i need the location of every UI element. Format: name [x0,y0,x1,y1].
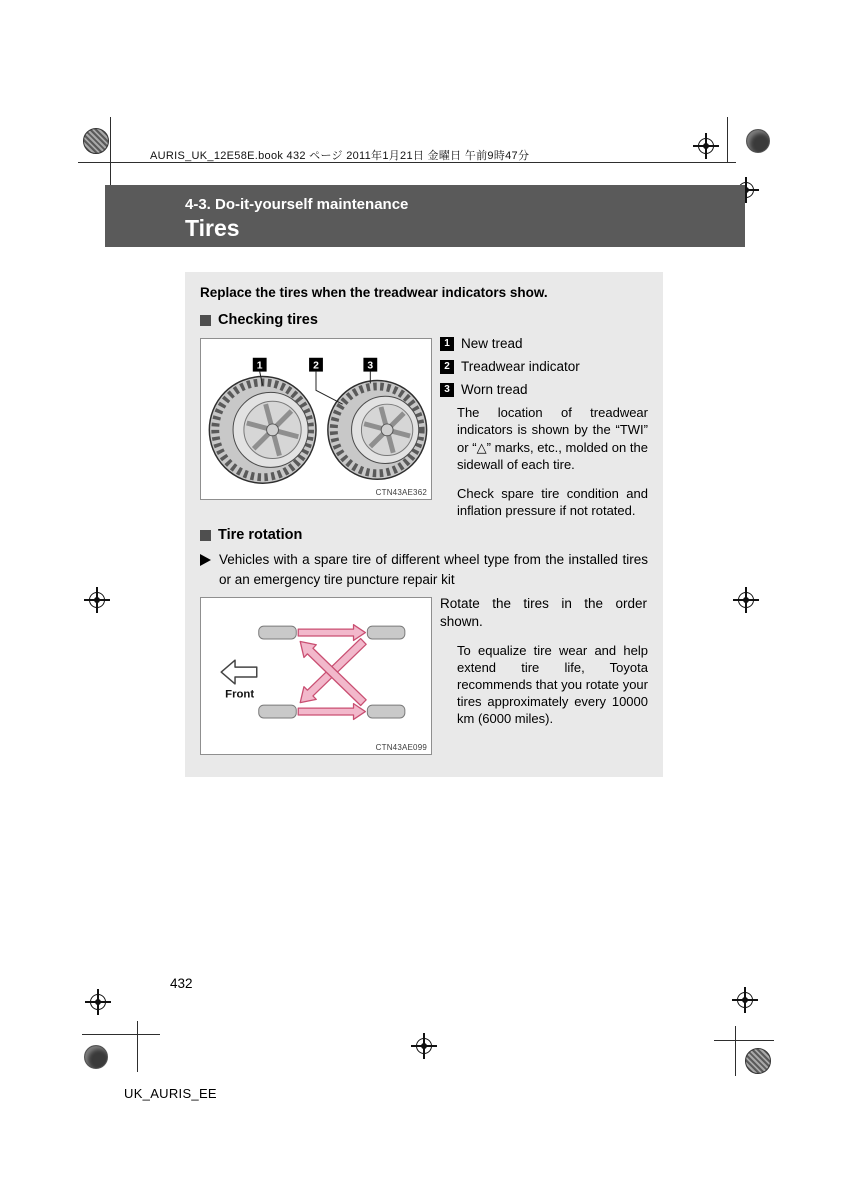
section-heading-label: Checking tires [218,312,318,328]
legend-label: Worn tread [461,382,528,397]
registration-ball-icon [745,1048,771,1074]
registration-target-icon [86,589,108,611]
crop-mark-line [110,117,111,186]
condition-text: Vehicles with a spare tire of different wheel type from the installed tires or an emergency tire puncture repair kit [219,552,648,587]
tire-tread-illustration [201,339,431,499]
registration-target-icon [735,589,757,611]
section-heading-tire-rotation [200,527,302,543]
legend-item-treadwear-indicator [440,359,580,374]
page-title: Tires [185,215,240,241]
paragraph-twi-location: The location of treadwear indicators is shown by the “TWI” or “△” marks, etc., molded on the sidewall of each tire. [457,405,648,472]
paragraph-spare-tire: Check spare tire condition and inflation pressure if not rotated. [457,486,648,519]
legend-number-icon: 2 [440,360,454,374]
figure-code: CTN43AE362 [375,488,427,497]
registration-target-icon [734,989,756,1011]
legend-number-icon: 3 [440,383,454,397]
figure-tire-rotation [200,597,432,755]
rotation-arrows [298,625,366,720]
front-arrow-icon [221,660,257,684]
paragraph-rotate-order: Rotate the tires in the order shown. [440,596,647,629]
pointer-triangle-icon [200,554,211,566]
section-heading-label: Tire rotation [218,527,303,543]
chapter-section-label: 4-3. Do-it-yourself maintenance [185,196,409,213]
chapter-header-band [105,185,745,247]
front-label: Front [225,688,255,701]
tire-rotation-diagram [201,598,431,754]
figure-label-2: 2 [313,360,319,372]
crop-mark-line [137,1021,138,1072]
crop-mark-line [727,117,728,163]
condition-statement [200,550,648,589]
paragraph-rotation-interval: To equalize tire wear and help extend tire life, Toyota recommends that you rotate your tires approximately every 10000 km (6000 miles). [457,643,648,727]
figure-code: CTN43AE099 [375,743,427,752]
registration-ball-icon [83,128,109,154]
legend-item-new-tread [440,336,523,351]
registration-target-icon [87,991,109,1013]
legend-label: New tread [461,336,523,351]
content-panel [185,272,663,777]
legend-item-worn-tread [440,382,528,397]
registration-target-icon [695,135,717,157]
registration-ball-icon [746,129,770,153]
figure-label-1: 1 [256,360,263,372]
figure-checking-tires [200,338,432,500]
crop-mark-line [714,1040,774,1041]
crop-mark-line [82,1034,160,1035]
registration-target-icon [413,1035,435,1057]
square-bullet-icon [200,530,211,541]
intro-text: Replace the tires when the treadwear indicators show. [200,285,548,300]
page-number: 432 [170,976,193,991]
legend-label: Treadwear indicator [461,359,580,374]
print-header: AURIS_UK_12E58E.book 432 ページ 2011年1月21日 金曜日 午前9時47分 [150,150,530,162]
section-heading-checking-tires [200,312,318,328]
crop-mark-line [735,1026,736,1076]
registration-ball-icon [84,1045,108,1069]
document-code: UK_AURIS_EE [124,1086,217,1101]
legend-number-icon: 1 [440,337,454,351]
figure-label-3: 3 [367,360,374,372]
square-bullet-icon [200,315,211,326]
